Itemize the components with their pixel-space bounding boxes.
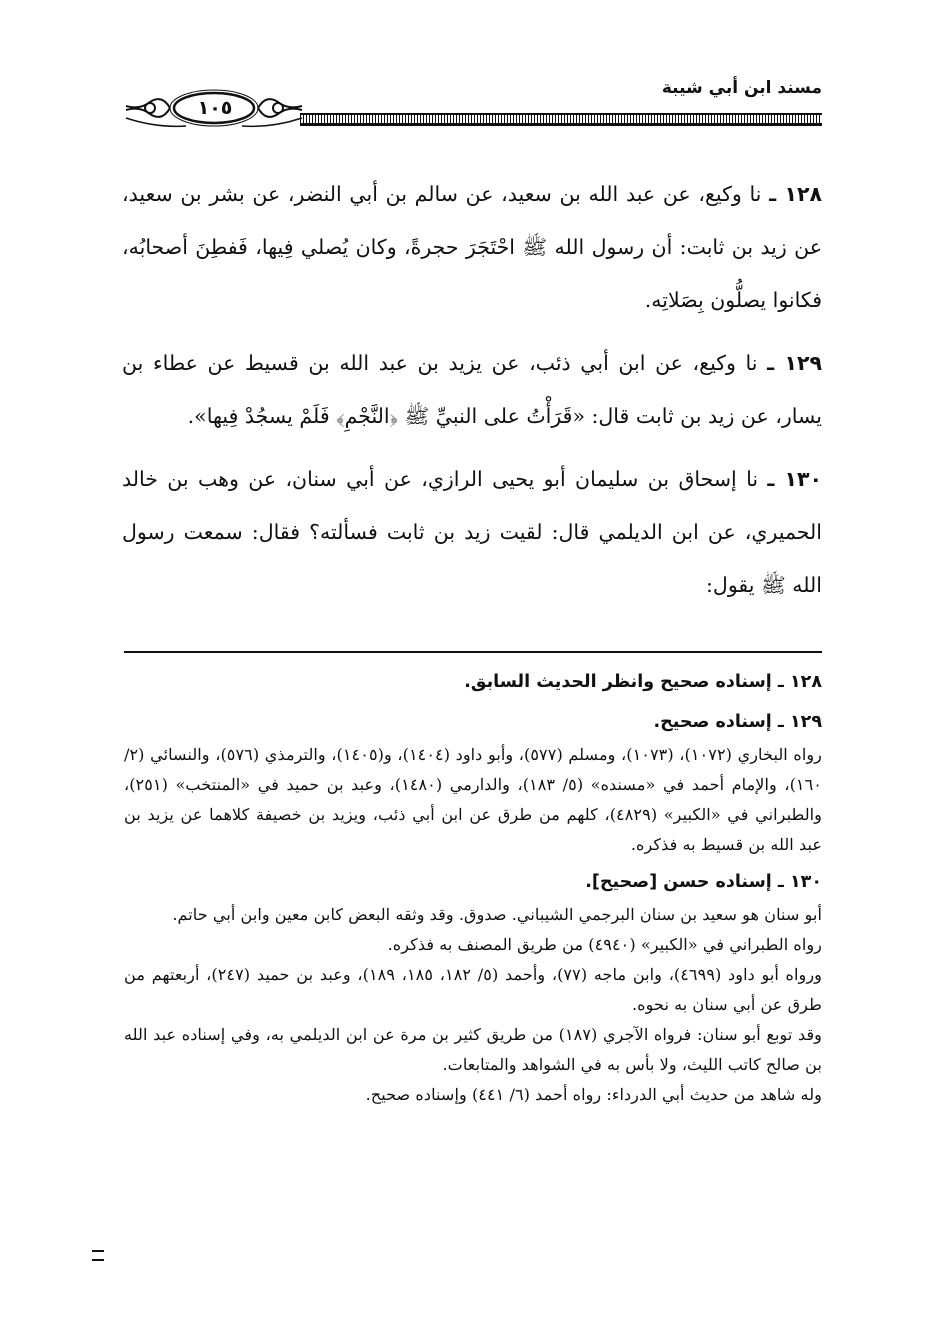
- footnote-separator: [124, 651, 822, 653]
- hadith-text: نا إسحاق بن سليمان أبو يحيى الرازي، عن أبي سنان، عن وهب بن خالد الحميري، عن ابن الديلمي قال: لقيت زيد بن ثابت فسألته؟ فقال: سمعت رسول الله ﷺ يقول:: [122, 467, 822, 597]
- running-head: مسند ابن أبي شيبة: [661, 78, 822, 98]
- header-rule: [300, 113, 822, 126]
- footnote-heading-130: ١٣٠ ـ إسناده حسن [صحيح].: [585, 872, 822, 892]
- footnote-text: رواه البخاري (١٠٧٢)، (١٠٧٣)، ومسلم (٥٧٧)، وأبو داود (١٤٠٤)، و(١٤٠٥)، والترمذي (٥٧٦)، والنسائي (٢/ ١٦٠)، والإمام أحمد في «مسنده» (٥/ ١٨٣)، والدارمي (١٤٨٠)، وعبد بن حميد في «المنتخب» (٢٥١)، والطبراني في «الكبير» (٤٨٢٩)، كلهم من طرق عن ابن أبي ذئب، ويزيد بن خصيفة كلاهما عن يزيد بن عبد الله بن قسيط به فذكره.: [124, 745, 822, 854]
- hadith-number: ١٢٩ ـ: [767, 351, 822, 375]
- hadith-128: [122, 168, 822, 327]
- hadith-number: ١٣٠ ـ: [767, 467, 822, 491]
- footnote-heading-128: ١٢٨ ـ إسناده صحيح وانظر الحديث السابق.: [464, 672, 822, 692]
- hadith-130: [122, 453, 822, 612]
- footnote-text: ورواه أبو داود (٤٦٩٩)، وابن ماجه (٧٧)، وأحمد (٥/ ١٨٢، ١٨٥، ١٨٩)، وعبد بن حميد (٢٤٧)، أربعتهم من طرق عن أبي سنان به نحوه.: [124, 965, 822, 1014]
- page-number: ١٠٥: [197, 97, 233, 119]
- footnotes: [124, 660, 822, 1110]
- footnote-heading-129: ١٢٩ ـ إسناده صحيح.: [653, 712, 822, 732]
- footnote-text: وقد توبع أبو سنان: فرواه الآجري (١٨٧) من طريق كثير بن مرة عن ابن الديلمي به، وفي إسناده عبد الله بن صالح كاتب الليث، ولا بأس به في الشواهد والمتابعات.: [124, 1025, 822, 1074]
- margin-equals-mark: [92, 1250, 104, 1261]
- hadith-text: نا وكيع، عن ابن أبي ذئب، عن يزيد بن عبد الله بن قسيط عن عطاء بن يسار، عن زيد بن ثابت قال: «قَرَأْتُ على النبيِّ ﷺ ﴿النَّجْمِ﴾ فَلَمْ يسجُدْ فِيها».: [122, 351, 822, 428]
- hadith-text: نا وكيع، عن عبد الله بن سعيد، عن سالم بن أبي النضر، عن بشر بن سعيد، عن زيد بن ثابت: أن رسول الله ﷺ احْتَجَرَ حجرةً، وكان يُصلي فِيها، فَفطِنَ أصحابُه، فكانوا يصلُّون بِصَلاتِه.: [122, 182, 822, 312]
- footnote-text: أبو سنان هو سعيد بن سنان البرجمي الشيباني. صدوق. وقد وثقه البعض كابن معين وابن أبي حاتم.: [172, 905, 822, 924]
- main-text: [122, 168, 822, 622]
- footnote-text: وله شاهد من حديث أبي الدرداء: رواه أحمد (٦/ ٤٤١) وإسناده صحيح.: [365, 1085, 822, 1104]
- hadith-number: ١٢٨ ـ: [769, 182, 822, 206]
- hadith-129: [122, 337, 822, 443]
- footnote-text: رواه الطبراني في «الكبير» (٤٩٤٠) من طريق المصنف به فذكره.: [387, 935, 822, 954]
